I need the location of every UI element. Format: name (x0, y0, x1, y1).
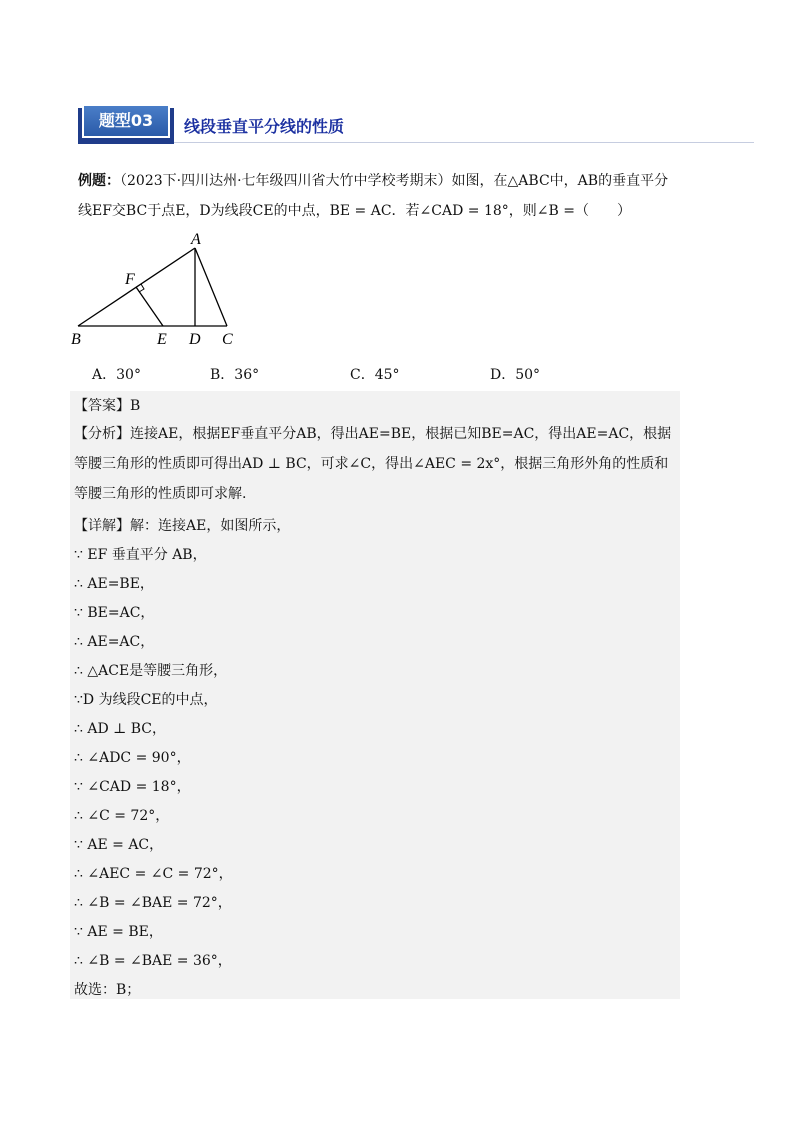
choice-d[interactable] (490, 364, 540, 384)
analysis-paragraph: 【分析】连接AE，根据EF垂直平分AB，得出AE=BE，根据已知BE=AC，得出AE=AC，根据等腰三角形的性质即可得出AD ⊥ BC，可求∠C，得出∠AEC = 2x°，根据三角形外角的性质和等腰三角形的性质即可求解. (74, 426, 672, 502)
solution-step: ∴ AE=BE， (74, 576, 154, 592)
label-b: B (71, 331, 81, 348)
solution-step: ∴ AD ⊥ BC， (74, 721, 167, 737)
problem-text-line-2: 线EF交BC于点E，D为线段CE的中点，BE = AC．若∠CAD = 18°，则∠B =（ ） (78, 203, 631, 219)
choice-b-letter: B． (210, 367, 235, 383)
solution-step: ∴ ∠AEC = ∠C = 72°， (74, 866, 233, 882)
triangle-figure (70, 228, 250, 350)
header-divider (174, 142, 754, 143)
label-e: E (157, 331, 167, 348)
segment-fe (136, 287, 163, 326)
choice-c-letter: C． (350, 367, 375, 383)
choice-b-value: 36° (234, 367, 260, 383)
answer-choices (92, 364, 612, 388)
solution-step: ∴ ∠C = 72°， (74, 808, 170, 824)
label-f: F (125, 271, 135, 288)
solution-step: ∴ ∠B = ∠BAE = 36°， (74, 953, 232, 969)
label-c: C (222, 331, 233, 348)
section-header (78, 104, 378, 144)
section-title: 线段垂直平分线的性质 (184, 117, 345, 136)
solution-step: ∵ ∠CAD = 18°， (74, 779, 191, 795)
choice-d-letter: D． (490, 367, 516, 383)
choice-d-value: 50° (515, 367, 541, 383)
problem-label: 例题： (78, 173, 120, 189)
choice-c-value: 45° (374, 367, 400, 383)
solution-step: ∴ △ACE是等腰三角形， (74, 663, 228, 679)
choice-b[interactable] (210, 364, 259, 384)
solution-step: ∵ AE = AC， (74, 837, 164, 853)
solution-step: 【详解】解：连接AE，如图所示， (74, 518, 291, 534)
label-d: D (189, 331, 201, 348)
solution-step: ∴ ∠B = ∠BAE = 72°， (74, 895, 232, 911)
solution-step: ∵ AE = BE， (74, 924, 163, 940)
answer-line: 【答案】B (74, 398, 141, 414)
solution-step: ∴ AE=AC， (74, 634, 155, 650)
solution-step: 故选：B； (74, 982, 141, 998)
solution-step: ∴ ∠ADC = 90°， (74, 750, 191, 766)
problem-text-line-1: （2023下·四川达州·七年级四川省大竹中学校考期末）如图，在△ABC中，AB的垂直平分 (120, 173, 669, 189)
label-a: A (191, 231, 201, 248)
question-type-badge: 题型03 (82, 104, 170, 138)
choice-c[interactable] (350, 364, 400, 384)
solution-step: ∵ BE=AC， (74, 605, 155, 621)
problem-statement (78, 166, 688, 226)
choice-a[interactable] (92, 364, 141, 384)
segment-ac (195, 248, 227, 326)
choice-a-letter: A． (92, 367, 117, 383)
solution-step: ∵D 为线段CE的中点， (74, 692, 218, 708)
choice-a-value: 30° (116, 367, 141, 383)
solution-step: ∵ EF 垂直平分 AB， (74, 547, 207, 563)
solution-panel (70, 391, 680, 999)
